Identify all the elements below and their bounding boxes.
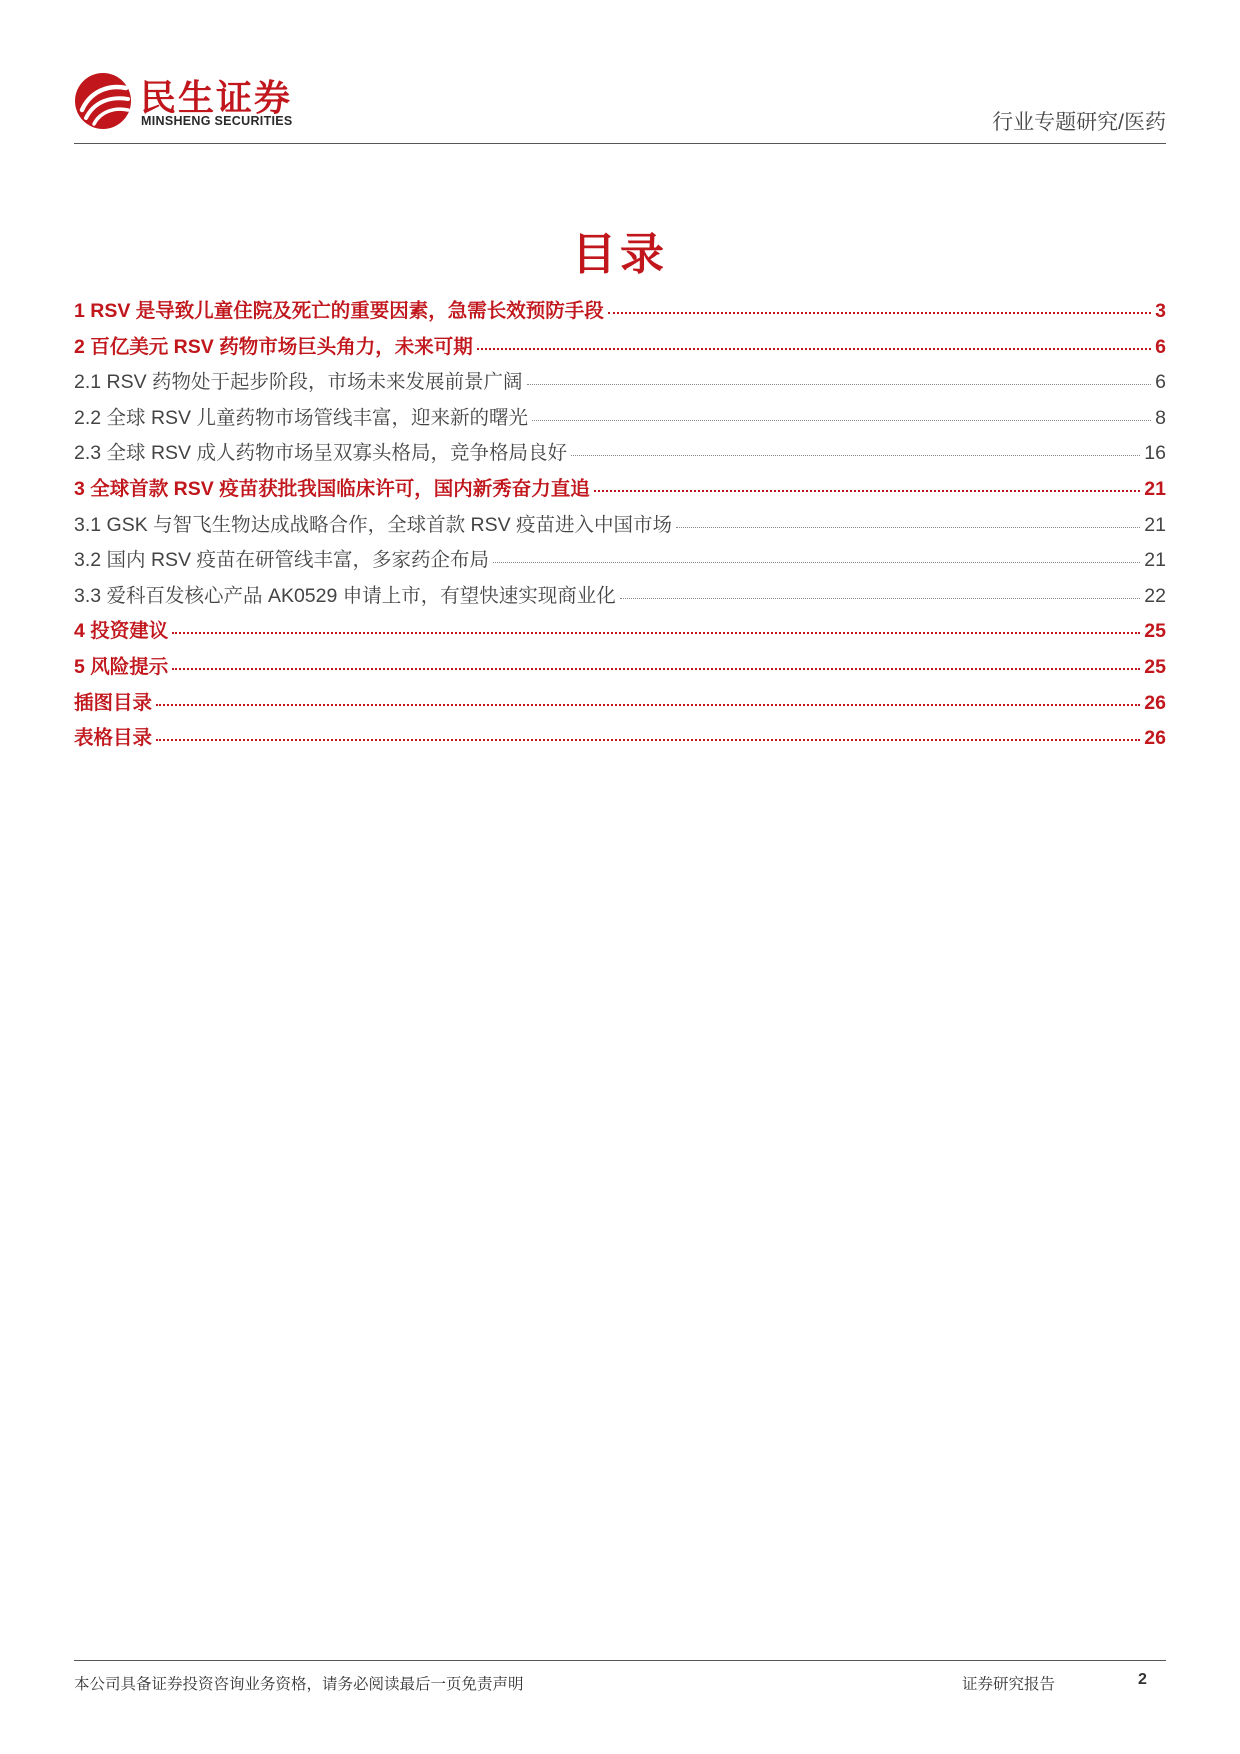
toc-entry-2-2[interactable] <box>74 402 1166 438</box>
toc-entry-1[interactable] <box>74 295 1166 331</box>
toc-entry-page: 3 <box>1155 300 1166 322</box>
table-of-contents <box>74 295 1166 758</box>
company-logo <box>74 66 314 136</box>
toc-entry-page: 8 <box>1155 406 1166 429</box>
toc-dot-leader <box>620 598 1141 599</box>
toc-dot-leader <box>594 490 1141 492</box>
toc-entry-4[interactable] <box>74 615 1166 651</box>
toc-entry-label: 5 风险提示 <box>74 655 169 678</box>
toc-dot-leader <box>527 384 1152 385</box>
toc-entry-2-1[interactable] <box>74 366 1166 402</box>
toc-dot-leader <box>172 668 1140 670</box>
footer-divider <box>74 1660 1166 1661</box>
toc-entry-label: 3.2 国内 RSV 疫苗在研管线丰富，多家药企布局 <box>74 549 489 572</box>
toc-dot-leader <box>532 420 1151 421</box>
toc-entry-page: 25 <box>1144 620 1166 643</box>
toc-entry-5[interactable] <box>74 651 1166 687</box>
toc-entry-page: 22 <box>1144 584 1166 607</box>
toc-entry-label: 2.3 全球 RSV 成人药物市场呈双寡头格局，竞争格局良好 <box>74 442 567 465</box>
logo-chinese-name: 民生证券 <box>140 77 293 118</box>
toc-entry-3-1[interactable] <box>74 509 1166 545</box>
toc-entry-page: 25 <box>1144 655 1166 678</box>
footer-page-number: 2 <box>1138 1671 1147 1688</box>
report-category: 行业专题研究/医药 <box>992 111 1166 134</box>
toc-entry-label: 3.3 爱科百发核心产品 AK0529 申请上市，有望快速实现商业化 <box>74 584 616 607</box>
toc-entry-page: 26 <box>1144 691 1166 714</box>
toc-dot-leader <box>608 312 1151 314</box>
toc-title: 目录 <box>572 230 668 279</box>
toc-dot-leader <box>571 455 1140 456</box>
toc-entry-label: 3.1 GSK 与智飞生物达成战略合作，全球首款 RSV 疫苗进入中国市场 <box>74 513 673 536</box>
toc-entry-3-2[interactable] <box>74 544 1166 580</box>
toc-entry-2-3[interactable] <box>74 437 1166 473</box>
toc-dot-leader <box>156 704 1140 706</box>
header-divider <box>74 143 1166 144</box>
toc-entry-label: 表格目录 <box>74 727 153 750</box>
toc-entry-page: 26 <box>1144 727 1166 750</box>
toc-entry-label: 2.1 RSV 药物处于起步阶段，市场未来发展前景广阔 <box>74 371 523 394</box>
toc-dot-leader <box>156 739 1140 741</box>
toc-entry-label: 1 RSV 是导致儿童住院及死亡的重要因素，急需长效预防手段 <box>74 300 604 322</box>
minsheng-logo-icon <box>74 72 132 130</box>
toc-entry-page: 21 <box>1144 549 1166 572</box>
toc-entry-page: 6 <box>1155 335 1166 358</box>
footer-report-type: 证券研究报告 <box>962 1676 1056 1693</box>
toc-dot-leader <box>172 632 1140 634</box>
toc-entry-label: 4 投资建议 <box>74 620 169 643</box>
toc-entry-page: 16 <box>1144 442 1166 465</box>
toc-entry-label: 插图目录 <box>74 691 153 714</box>
toc-entry-3[interactable] <box>74 473 1166 509</box>
toc-dot-leader <box>493 562 1140 563</box>
toc-entry-page: 6 <box>1155 371 1166 394</box>
toc-entry-label: 3 全球首款 RSV 疫苗获批我国临床许可，国内新秀奋力直追 <box>74 477 590 500</box>
toc-entry-page: 21 <box>1144 513 1166 536</box>
toc-entry-2[interactable] <box>74 331 1166 367</box>
toc-dot-leader <box>477 348 1151 350</box>
toc-entry-table-list[interactable] <box>74 722 1166 758</box>
page-header <box>74 66 1166 144</box>
logo-english-name: MINSHENG SECURITIES <box>141 114 293 128</box>
toc-entry-label: 2 百亿美元 RSV 药物市场巨头角力，未来可期 <box>74 335 473 358</box>
toc-entry-figure-list[interactable] <box>74 687 1166 723</box>
footer-disclaimer: 本公司具备证券投资咨询业务资格，请务必阅读最后一页免责声明 <box>74 1676 524 1693</box>
toc-dot-leader <box>676 527 1140 528</box>
toc-entry-page: 21 <box>1144 477 1166 500</box>
toc-entry-3-3[interactable] <box>74 580 1166 616</box>
toc-entry-label: 2.2 全球 RSV 儿童药物市场管线丰富，迎来新的曙光 <box>74 406 528 429</box>
